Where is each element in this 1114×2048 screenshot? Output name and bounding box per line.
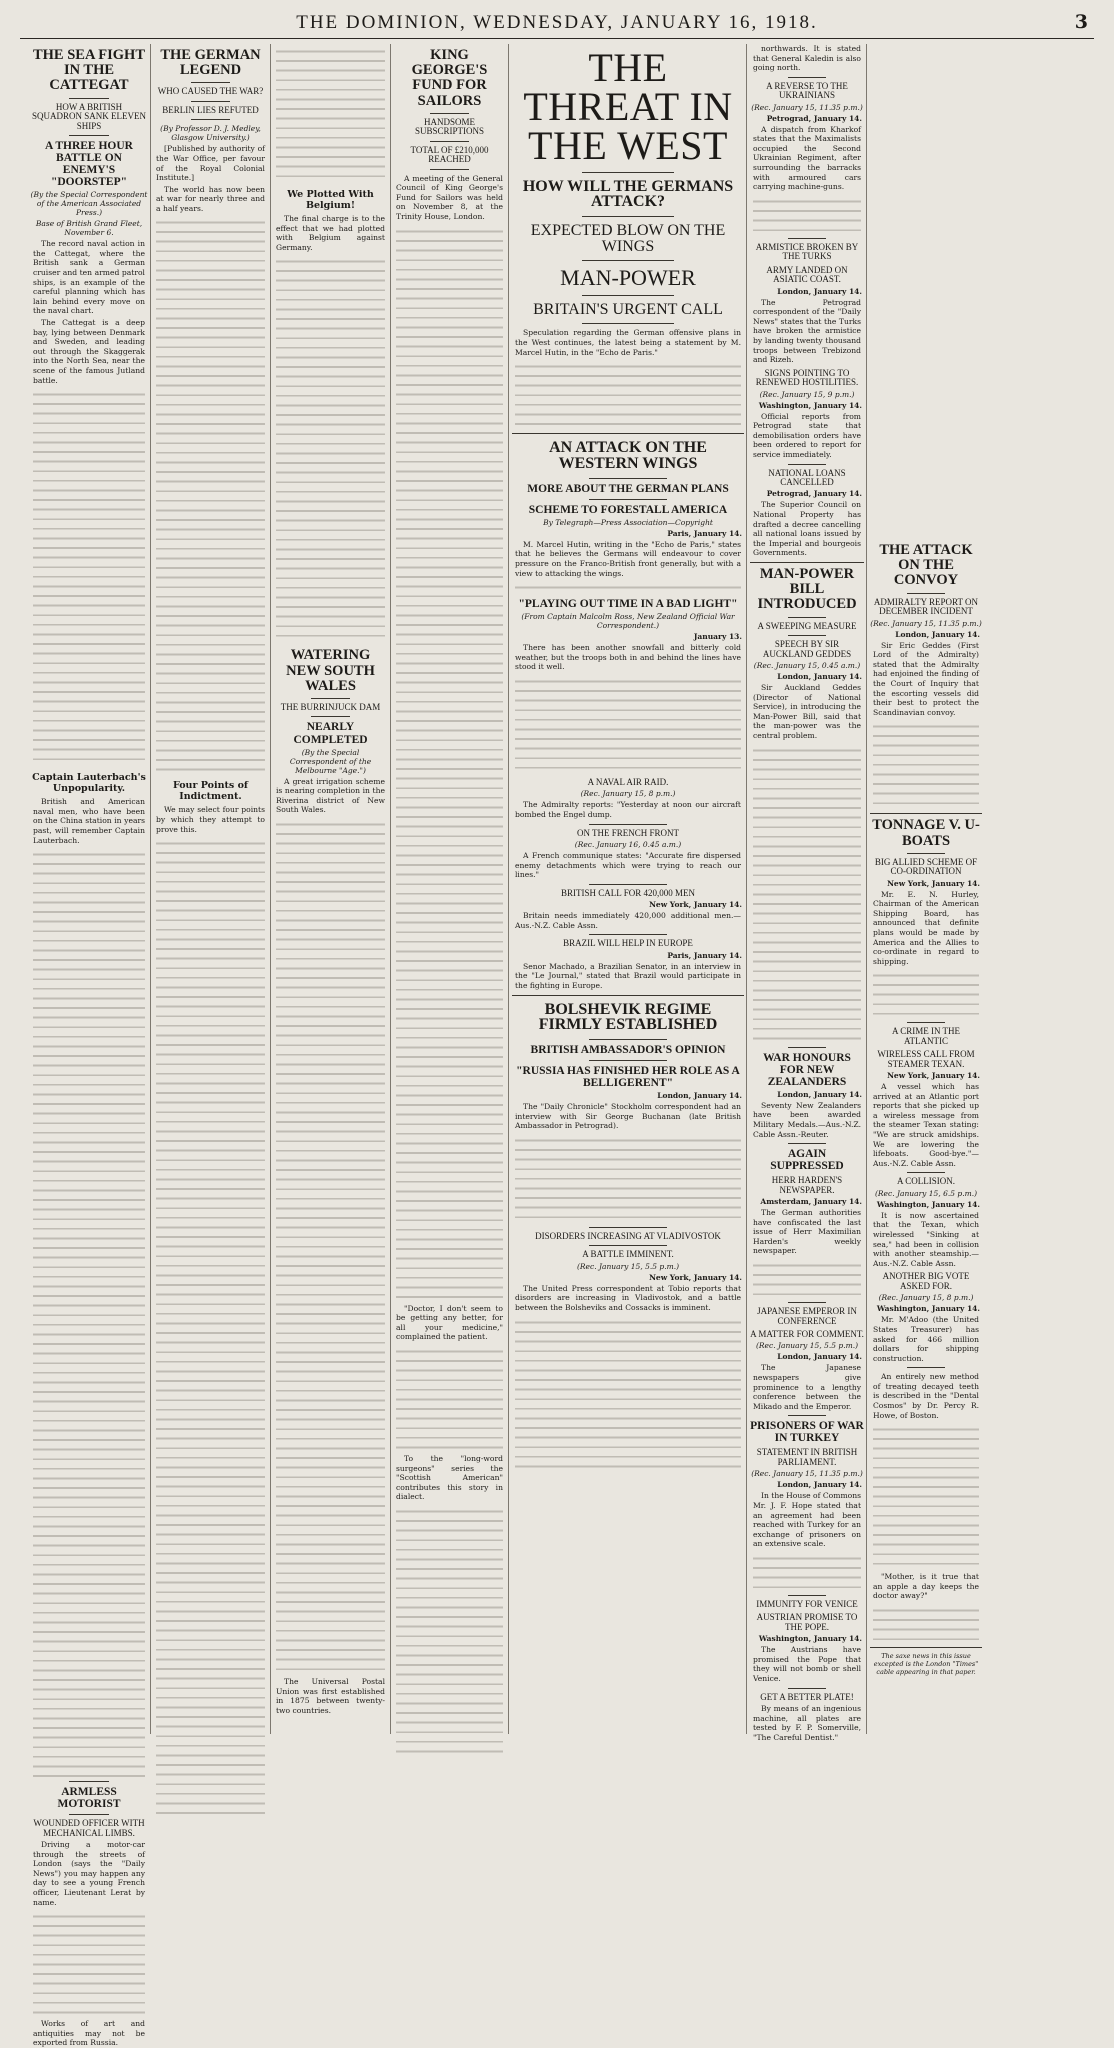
dateline: (Rec. January 15, 11.35 p.m.) <box>751 102 863 112</box>
paragraph: In the House of Commons Mr. J. F. Hope stated that an agreement had been reached with Turkey for an exchange of prisoners on an extensive scale. <box>753 1491 861 1549</box>
subhead: MORE ABOUT THE GERMAN PLANS <box>527 482 729 495</box>
divider <box>512 995 744 996</box>
dateline: New York, January 14. <box>887 1071 980 1081</box>
subhead: WIRELESS CALL FROM STEAMER TEXAN. <box>877 1049 975 1069</box>
divider <box>582 295 675 296</box>
divider <box>69 1814 109 1815</box>
subhead: SPEECH BY SIR AUCKLAND GEDDES <box>762 639 852 659</box>
divider <box>870 1647 982 1648</box>
divider <box>582 260 675 261</box>
article-body <box>156 805 265 834</box>
paragraph: "Mother, is it true that an apple a day keeps the doctor away?" <box>873 1572 979 1601</box>
paragraph: The Japanese newspapers give prominence to a lengthy conference between the Mikado and the Emperor. <box>753 1363 861 1411</box>
paragraph: We may select four points by which they attempt to prove this. <box>156 805 265 834</box>
column-rule <box>508 44 509 1734</box>
text-block <box>276 254 385 644</box>
article-body <box>753 1363 861 1411</box>
headline-reverse-ukrainians: A REVERSE TO THE UKRAINIANS <box>766 80 848 101</box>
dateline: New York, January 14. <box>649 1272 742 1282</box>
article-body <box>276 1677 385 1715</box>
article-body <box>873 1572 979 1601</box>
column-rule <box>270 44 271 1734</box>
article-body <box>515 1284 741 1313</box>
divider <box>589 1039 668 1040</box>
article-body <box>873 1372 979 1420</box>
subhead: EXPECTED BLOW ON THE WINGS <box>530 221 726 255</box>
paragraph: There has been another snowfall and bitterly cold weather, but the troops both in and behind the lines have stood it well. <box>515 643 741 672</box>
dateline: (Rec. January 15, 8 p.m.) <box>878 1293 974 1303</box>
dateline: Petrograd, January 14. <box>766 113 862 123</box>
divider <box>788 635 827 636</box>
text-block <box>753 1551 861 1591</box>
divider <box>788 617 827 618</box>
divider <box>589 934 668 935</box>
paragraph: The Universal Postal Union was first established in 1875 between twenty-two countries. <box>276 1676 385 1715</box>
subhead: A MATTER FOR COMMENT. <box>750 1328 864 1339</box>
text-block <box>396 1344 503 1454</box>
dateline: London, January 14. <box>777 671 862 681</box>
divider <box>191 101 230 102</box>
paragraph: To the "long-word surgeons" series the "Scottish American" contributes this story in dialect. <box>396 1453 503 1502</box>
paragraph: A vessel which has arrived at an Atlantic port reports that she picked up a wireless message from the steamer Texan stating: "We are struck amidships. We are lowering the lifeboats. Good-bye."—Aus.-N.Z. Cable Assn. <box>873 1082 979 1168</box>
article-body <box>753 125 861 192</box>
dateline: Base of British Grand Fleet, November 6. <box>35 219 143 238</box>
column-rule <box>150 44 151 1734</box>
subhead: BRITISH AMBASSADOR'S OPINION <box>530 1043 726 1056</box>
paragraph: Works of art and antiquities may not be exported from Russia. <box>33 2019 145 2048</box>
divider <box>788 464 827 465</box>
dateline: Washington, January 14. <box>876 1199 980 1209</box>
subhead: A SWEEPING MEASURE <box>757 620 857 631</box>
article-body <box>396 174 503 222</box>
subhead: STATEMENT IN BRITISH PARLIAMENT. <box>756 1447 858 1467</box>
masthead <box>20 8 1094 39</box>
text-block <box>753 743 861 1043</box>
divider <box>430 141 468 142</box>
divider <box>750 562 864 563</box>
divider <box>907 593 945 594</box>
headline-brazil: BRAZIL WILL HELP IN EUROPE <box>563 938 693 949</box>
article-body <box>753 298 861 365</box>
article-body <box>873 1082 979 1168</box>
article-body <box>515 800 741 819</box>
column-3 <box>273 44 388 1734</box>
headline-crime-atlantic: A CRIME IN THE ATLANTIC <box>891 1026 961 1046</box>
headline-british-call: BRITISH CALL FOR 420,000 MEN <box>561 887 695 898</box>
subhead: BRITAIN'S URGENT CALL <box>533 300 723 318</box>
divider <box>582 216 675 217</box>
dateline: (Rec. January 15, 8 p.m.) <box>580 789 676 799</box>
dateline: Paris, January 14. <box>667 528 742 538</box>
dateline: New York, January 14. <box>887 878 980 888</box>
divider <box>589 1245 668 1246</box>
paragraph: The United Press correspondent at Tobio reports that disorders are increasing in Vladivostok, and a battle between the Bolsheviks and Cossacks is imminent. <box>515 1283 741 1312</box>
column-1 <box>30 44 148 2048</box>
dateline: London, January 14. <box>777 1089 862 1099</box>
divider <box>69 135 109 136</box>
divider <box>589 478 668 479</box>
headline-french-front: ON THE FRENCH FRONT <box>576 827 680 838</box>
article-body <box>873 890 979 967</box>
dateline: (Rec. January 15, 9 p.m.) <box>759 389 855 399</box>
text-block <box>515 580 741 594</box>
article-body <box>753 44 861 73</box>
paragraph: M. Marcel Hutin, writing in the "Echo de Paris," states that he believes the Germans will endeavour to cover pressure on the Franco-British front generally, but with a view to attacking the wings. <box>515 539 741 578</box>
divider <box>788 238 827 239</box>
credit: (By the Special Correspondent of the Melbourne "Age.") <box>289 747 372 775</box>
divider <box>191 82 230 83</box>
text-block <box>753 194 861 234</box>
paragraph: British and American naval men, who have been on the China station in years past, will remember Captain Lauterbach. <box>33 797 145 845</box>
headline-immunity-venice: IMMUNITY FOR VENICE <box>756 1598 858 1609</box>
article-body <box>873 1211 979 1269</box>
divider <box>907 1022 945 1023</box>
divider <box>582 323 675 324</box>
article-body <box>515 643 741 672</box>
dateline: London, January 14. <box>895 629 980 639</box>
article-body <box>873 1315 979 1363</box>
divider <box>589 824 668 825</box>
paragraph: The "Daily Chronicle" Stockholm correspondent had an interview with Sir George Buchanan (late British Ambassador in Petrograd). <box>515 1102 741 1131</box>
text-block <box>873 719 979 809</box>
divider <box>907 1172 945 1173</box>
subhead: A BATTLE IMMINENT. <box>582 1249 674 1260</box>
headline-attack-on-convoy: THE ATTACK ON THE CONVOY <box>879 542 973 589</box>
article-body <box>396 1454 503 1502</box>
divider <box>589 499 668 500</box>
paragraph: It is now ascertained that the Texan, which wirelessed "Sinking at sea," had been in collision with another steamship.—Aus.-N.Z. Cable Assn. <box>873 1210 979 1268</box>
text-block <box>33 847 145 1777</box>
divider <box>589 1060 668 1061</box>
divider <box>788 1688 827 1689</box>
divider <box>907 1367 945 1368</box>
subhead: TOTAL OF £210,000 REACHED <box>410 144 489 165</box>
paragraph: By means of an ingenious machine, all plates are tested by F. P. Somerville, "The Careful Dentist." <box>753 1704 861 1742</box>
paragraph: Sir Auckland Geddes (Director of National Service), in introducing the Man-Power Bill, said that the man-power was the central problem. <box>753 682 861 740</box>
divider <box>788 1143 827 1144</box>
text-block <box>515 674 741 774</box>
dateline: (Rec. January 15, 0.45 a.m.) <box>753 660 861 670</box>
paragraph: A French communique states: "Accurate fire dispersed enemy detachments which were trying to reach our lines." <box>515 851 741 880</box>
article-body <box>396 1304 503 1342</box>
text-block <box>873 1603 979 1643</box>
article-body <box>33 1840 145 1907</box>
text-block <box>515 1315 741 1475</box>
divider <box>788 77 827 78</box>
divider <box>430 113 468 114</box>
dateline: London, January 14. <box>777 286 862 296</box>
subhead: HOW A BRITISH SQUADRON SANK ELEVEN SHIPS <box>32 101 146 131</box>
paragraph: Driving a motor-car through the streets of London (says the "Daily News") you may happen any day to see a young French officer, Lieutenant Lerat by name. <box>33 1840 145 1907</box>
text-block <box>515 1133 741 1223</box>
divider <box>311 698 350 699</box>
divider <box>589 1227 668 1228</box>
text-block <box>873 1422 979 1572</box>
divider <box>788 1415 827 1416</box>
subhead: AUSTRIAN PROMISE TO THE POPE. <box>756 1612 858 1632</box>
article-body <box>515 540 741 578</box>
dateline: Amsterdam, January 14. <box>760 1197 862 1207</box>
dateline: New York, January 14. <box>649 900 742 910</box>
footnote: The saxe news in this issue excepted is the London "Times" cable appearing in that paper. <box>873 1652 979 1677</box>
paragraph: A dispatch from Kharkof states that the Maximalists occupied the Second Ukrainian Regiment, after surrounding the barracks with armoured cars carrying machine-guns. <box>753 124 861 192</box>
paragraph: Mr. M'Adoo (the United States Treasurer) has asked for 466 million dollars for shipping construction. <box>873 1315 979 1363</box>
article-body <box>515 851 741 880</box>
credit: (By the Special Correspondent of the American Associated Press.) <box>30 190 148 218</box>
headline-tonnage-v-uboats: TONNAGE V. U-BOATS <box>872 817 980 849</box>
subhead: ADMIRALTY REPORT ON DECEMBER INCIDENT <box>873 596 979 617</box>
article-body <box>753 500 861 558</box>
text-block <box>873 968 979 1018</box>
text-block <box>753 1258 861 1298</box>
paragraph: The Cattegat is a deep bay, lying between Denmark and Sweden, and leading out through the Skaggerak into the North Sea, near the scene of the famous Jutland battle. <box>33 317 145 385</box>
article-body <box>33 239 145 385</box>
dateline: Washington, January 14. <box>876 1304 980 1314</box>
subhead: THE BURRINJUCK DAM <box>280 702 381 713</box>
masthead-title: THE DOMINION, WEDNESDAY, JANUARY 16, 1918. <box>296 12 818 33</box>
paragraph: Sir Eric Geddes (First Lord of the Admiralty) stated that the Admiralty had enjoined the finding of the Court of Inquiry that the escorting vessels did their best to protect the Scandinavian convoy. <box>873 640 979 717</box>
dateline: (Rec. January 15, 11.35 p.m.) <box>751 1469 863 1479</box>
subhead: HANDSOME SUBSCRIPTIONS <box>414 116 485 137</box>
dateline: (Rec. January 15, 6.5 p.m.) <box>874 1188 978 1198</box>
headline-attack-western-wings: AN ATTACK ON THE WESTERN WINGS <box>549 439 707 472</box>
article-body <box>753 683 861 741</box>
dateline: January 13. <box>693 632 742 642</box>
dateline: (Rec. January 15, 5.5 p.m.) <box>576 1261 680 1271</box>
paragraph: The Admiralty reports: "Yesterday at noon our aircraft bombed the Engel dump. <box>515 800 741 819</box>
headline-prisoners-of-war: PRISONERS OF WAR IN TURKEY <box>750 1420 864 1445</box>
subhead: ARMY LANDED ON ASIATIC COAST. <box>766 264 848 285</box>
article-body <box>515 962 741 991</box>
article-body <box>33 797 145 845</box>
subhead: BERLIN LIES REFUTED <box>162 104 259 115</box>
article-body <box>753 1101 861 1139</box>
text-block <box>276 44 385 184</box>
text-block <box>156 215 265 775</box>
subhead: WHO CAUSED THE WAR? <box>157 86 264 97</box>
paragraph: The record naval action in the Cattegat, where the British sank a German cruiser and ten armed patrol ships, is an example of the careful planning which has lain behind every move on the naval chart. <box>33 239 145 316</box>
subhead: HERR HARDEN'S NEWSPAPER. <box>771 1175 843 1195</box>
divider <box>191 119 230 120</box>
headline-bolshevik-regime: BOLSHEVIK REGIME FIRMLY ESTABLISHED <box>538 1000 718 1034</box>
dateline: Paris, January 14. <box>667 950 742 960</box>
section-heading: Four Points of Indictment. <box>173 780 248 803</box>
dateline: London, January 14. <box>657 1091 742 1101</box>
divider <box>69 1781 109 1782</box>
headline-german-legend: THE GERMAN LEGEND <box>160 47 261 79</box>
headline-renewed-hostilities: SIGNS POINTING TO RENEWED HOSTILITIES. <box>755 367 859 388</box>
headline-big-vote: ANOTHER BIG VOTE ASKED FOR. <box>882 1271 970 1291</box>
paragraph: An entirely new method of treating decayed teeth is described in the "Dental Cosmos" by Dr. Percy R. Howe, of Boston. <box>873 1372 979 1420</box>
paragraph: Senor Machado, a Brazilian Senator, in an interview in the "Le Journal," stated that Brazil would participate in the fighting in Europe. <box>515 961 741 991</box>
headline-naval-air-raid: A NAVAL AIR RAID. <box>587 776 669 787</box>
credit: By Telegraph—Press Association—Copyright <box>543 517 713 527</box>
headline-watering-nsw: WATERING NEW SOUTH WALES <box>286 647 375 694</box>
dateline: (Rec. January 15, 5.5 p.m.) <box>755 1341 859 1351</box>
column-rule <box>390 44 391 1734</box>
headline-playing-out-time: "PLAYING OUT TIME IN A BAD LIGHT" <box>518 598 738 611</box>
text-block <box>33 1909 145 2019</box>
section-heading: Captain Lauterbach's Unpopularity. <box>32 772 146 795</box>
divider <box>589 884 668 885</box>
divider <box>69 98 109 99</box>
divider <box>907 853 945 854</box>
divider <box>788 1595 827 1596</box>
subhead: WOUNDED OFFICER WITH MECHANICAL LIMBS. <box>33 1818 145 1838</box>
article-body <box>515 328 741 357</box>
text-block <box>396 1504 503 1754</box>
text-block <box>156 836 265 1816</box>
subhead: SCHEME TO FORESTALL AMERICA <box>528 503 728 516</box>
divider <box>512 433 744 434</box>
headline-vladivostok: DISORDERS INCREASING AT VLADIVOSTOK <box>535 1230 721 1241</box>
headline-war-honours: WAR HONOURS FOR NEW ZEALANDERS <box>763 1051 851 1088</box>
article-body <box>276 777 385 815</box>
paragraph: Speculation regarding the German offensive plans in the West continues, the latest being a statement by M. Marcel Hutin, in the "Echo de Paris." <box>515 328 741 357</box>
divider <box>311 716 350 717</box>
column-8 <box>870 44 982 1734</box>
paragraph: northwards. It is stated that General Kaledin is also going north. <box>753 44 861 73</box>
article-body <box>276 214 385 252</box>
dateline: Washington, January 14. <box>758 1634 862 1644</box>
paragraph: The Petrograd correspondent of the "Daily News" states that the Turks have broken the armistice by landing twenty thousand troops between Trebizond and Rizeh. <box>753 297 861 365</box>
headline-sea-fight: THE SEA FIGHT IN THE CATTEGAT <box>32 47 145 94</box>
paragraph: Britain needs immediately 420,000 additional men.—Aus.-N.Z. Cable Assn. <box>515 911 741 930</box>
paragraph: The Superior Council on National Property has drafted a decree cancelling all national loans issued by the Imperial and bourgeois Governments. <box>753 500 861 558</box>
article-body <box>156 144 265 213</box>
paragraph: "Doctor, I don't seem to be getting any better, for all your medicine," complained the patient. <box>396 1303 503 1342</box>
article-body <box>753 1704 861 1742</box>
paragraph: Official reports from Petrograd state that demobilisation orders have been ordered to report for service immediately. <box>753 411 861 459</box>
article-body <box>753 1645 861 1683</box>
article-body <box>515 1102 741 1131</box>
headline-collision: A COLLISION. <box>897 1176 955 1187</box>
divider <box>788 1047 827 1048</box>
paragraph: The German authorities have confiscated the last issue of Herr Maximilian Harden's weekly newspaper. <box>753 1208 861 1256</box>
article-body <box>33 2019 145 2048</box>
subhead: A THREE HOUR BATTLE ON ENEMY'S "DOORSTEP" <box>45 139 133 189</box>
column-rule <box>746 44 747 1734</box>
paragraph: Seventy New Zealanders have been awarded Military Medals.—Aus.-N.Z. Cable Assn.-Reuter. <box>753 1100 861 1139</box>
headline-threat-in-the-west: THE THREAT IN THE WEST <box>523 45 733 169</box>
subhead: NEARLY COMPLETED <box>293 721 368 746</box>
dateline: London, January 14. <box>777 1480 862 1490</box>
article-body <box>515 911 741 930</box>
paragraph: A great irrigation scheme is nearing completion in the Riverina district of New South Wales. <box>276 776 385 815</box>
subhead: "RUSSIA HAS FINISHED HER ROLE AS A BELLIGERENT" <box>516 1065 740 1090</box>
dateline: (Rec. January 16, 0.45 a.m.) <box>574 840 682 849</box>
headline-better-plate: GET A BETTER PLATE! <box>760 1691 854 1702</box>
credit: (From Captain Malcolm Ross, New Zealand Official War Correspondent.) <box>521 612 735 631</box>
headline-king-georges-fund: KING GEORGE'S FUND FOR SAILORS <box>411 47 488 109</box>
column-4 <box>393 44 506 1734</box>
dateline: London, January 14. <box>777 1352 862 1362</box>
paragraph: The world has now been at war for nearly three and a half years. <box>156 184 265 213</box>
divider <box>788 1302 827 1303</box>
headline-japanese-emperor: JAPANESE EMPEROR IN CONFERENCE <box>757 1306 857 1326</box>
subhead: BIG ALLIED SCHEME OF CO-ORDINATION <box>874 856 978 877</box>
text-block <box>276 817 385 1677</box>
paragraph: The final charge is to the effect that we had plotted with Belgium against Germany. <box>276 214 385 252</box>
text-block <box>515 359 741 429</box>
dateline: Washington, January 14. <box>758 400 862 410</box>
article-body <box>753 1208 861 1256</box>
headline-armless-motorist: ARMLESS MOTORIST <box>57 1786 121 1811</box>
column-rule <box>866 44 867 1734</box>
text-block <box>396 224 503 1304</box>
divider <box>582 172 675 173</box>
paragraph: [Published by authority of the War Office, per favour of the Royal Colonial Institute.] <box>156 144 265 183</box>
column-2 <box>153 44 268 1734</box>
dateline: (Rec. January 15, 11.35 p.m.) <box>870 618 982 628</box>
text-block <box>33 387 145 767</box>
credit: (By Professor D. J. Medley, Glasgow University.) <box>160 124 261 143</box>
headline-armistice-broken: ARMISTICE BROKEN BY THE TURKS <box>755 241 859 262</box>
article-body <box>753 412 861 460</box>
subhead: HOW WILL THE GERMANS ATTACK? <box>522 177 734 211</box>
column-7 <box>750 44 864 1742</box>
subhead: MAN-POWER <box>560 265 696 291</box>
paragraph: Mr. E. N. Hurley, Chairman of the American Shipping Board, has announced that definite plans would be made by America and the Allies to co-ordinate in regard to shipping. <box>873 889 979 966</box>
paragraph: A meeting of the General Council of King George's Fund for Sailors was held on November 8, at the Trinity House, London. <box>396 173 503 221</box>
article-body <box>753 1491 861 1549</box>
column-5-6 <box>512 44 744 1734</box>
divider <box>430 169 468 170</box>
article-body <box>873 641 979 718</box>
section-heading: We Plotted With Belgium! <box>287 189 374 211</box>
headline-national-loans: NATIONAL LOANS CANCELLED <box>768 467 846 487</box>
headline-man-power-bill: MAN-POWER BILL INTRODUCED <box>757 566 857 613</box>
divider <box>870 813 982 814</box>
headline-again-suppressed: AGAIN SUPPRESSED <box>770 1148 844 1173</box>
page-number: 3 <box>1074 11 1088 33</box>
paragraph: The Austrians have promised the Pope that they will not bomb or shell Venice. <box>753 1645 861 1683</box>
dateline: Petrograd, January 14. <box>766 489 862 499</box>
